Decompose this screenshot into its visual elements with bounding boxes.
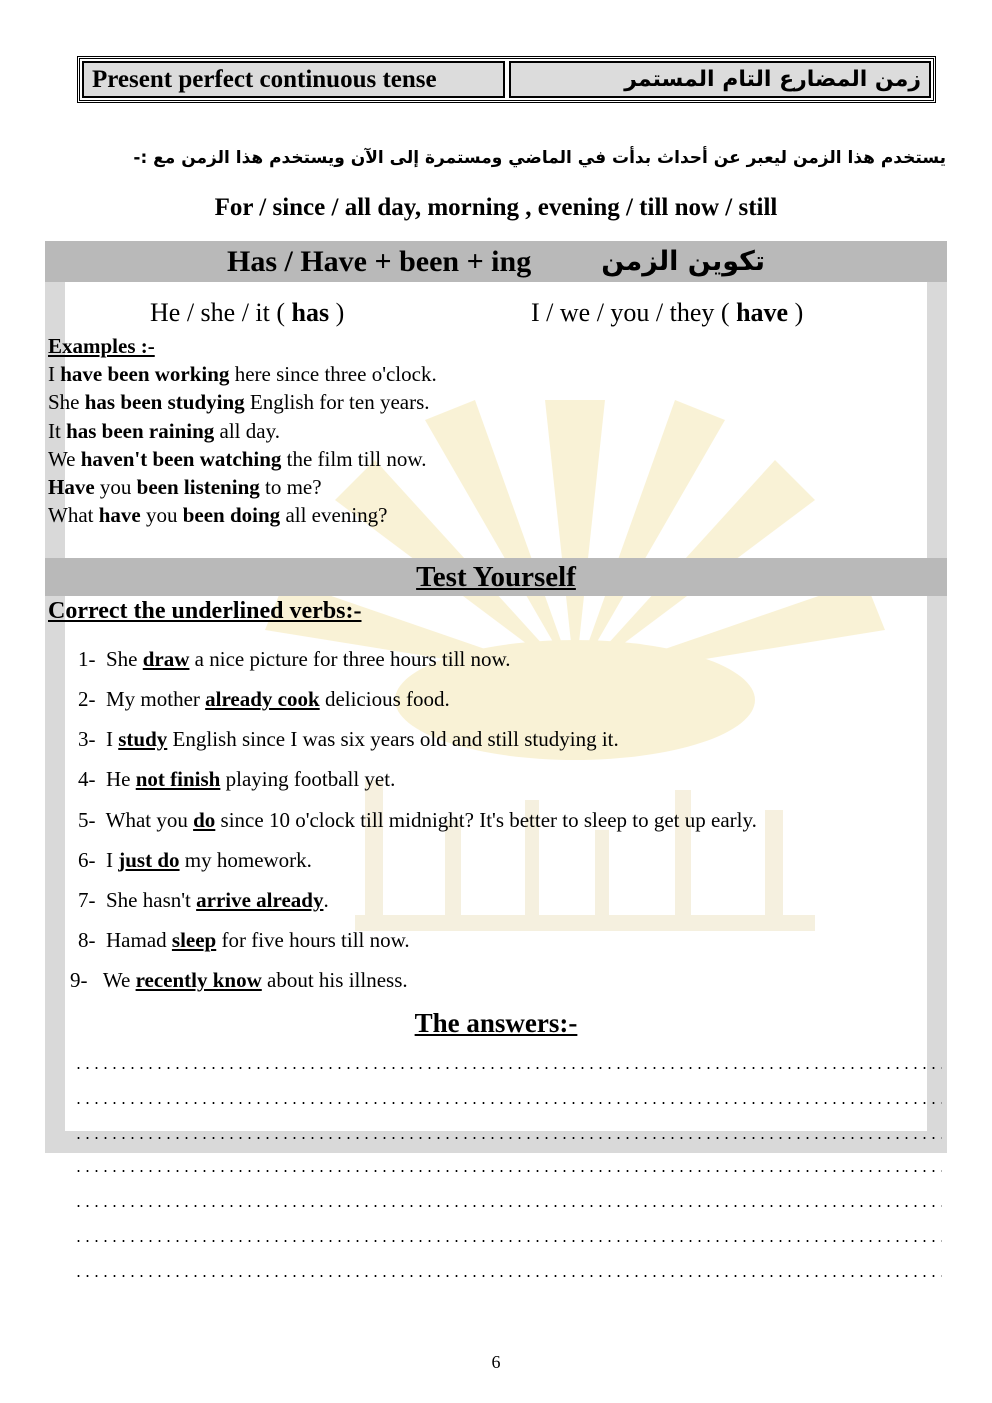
- answer-line[interactable]: [74, 1102, 942, 1104]
- singular-auxiliary: has: [291, 298, 330, 327]
- examples-title: Examples :-: [48, 334, 155, 358]
- question-item: 8- Hamad sleep for five hours till now.: [78, 928, 410, 952]
- question-item: 9- We recently know about his illness.: [70, 968, 408, 992]
- answer-line[interactable]: [74, 1240, 942, 1242]
- test-yourself-band: [45, 558, 947, 596]
- test-yourself-title: Test Yourself: [416, 561, 576, 593]
- page-number: 6: [491, 1352, 501, 1372]
- arabic-usage-text: يستخدم هذا الزمن ليعبر عن أحداث بدأت في الماضي ومستمرة إلى الآن ويستخدم هذا الزمن مع :-: [133, 148, 946, 168]
- example-line: I have been working here since three o'clock.: [48, 362, 437, 386]
- plural-auxiliary: have: [736, 298, 789, 327]
- answer-line[interactable]: [74, 1205, 942, 1207]
- example-line: Have you been listening to me?: [48, 475, 322, 499]
- question-item: 6- I just do my homework.: [78, 848, 312, 872]
- question-item: 7- She hasn't arrive already.: [78, 888, 329, 912]
- formula-band: [45, 241, 947, 282]
- plural-close: ): [788, 298, 804, 327]
- example-line: What have you been doing all evening?: [48, 503, 388, 527]
- singular-close: ): [329, 298, 345, 327]
- question-item: 4- He not finish playing football yet.: [78, 767, 396, 791]
- title-bar: [77, 56, 936, 103]
- time-keywords: For / since / all day, morning , evening / till now / still: [214, 194, 778, 221]
- pronouns-singular: [150, 298, 344, 328]
- answer-line[interactable]: [74, 1067, 942, 1069]
- plural-subjects: I / we / you / they (: [531, 298, 737, 327]
- singular-subjects: He / she / it (: [150, 298, 292, 327]
- panel-bottom-border: [45, 1131, 947, 1153]
- watermark-logo-icon: [245, 400, 905, 960]
- question-item: 1- She draw a nice picture for three hours till now.: [78, 647, 511, 671]
- pronouns-plural: [531, 298, 803, 328]
- answer-line[interactable]: [74, 1275, 942, 1277]
- question-item: 5- What you do since 10 o'clock till midnight? It's better to sleep to get up early.: [78, 808, 757, 832]
- example-line: It has been raining all day.: [48, 419, 280, 443]
- example-line: She has been studying English for ten years.: [48, 390, 430, 414]
- answer-line[interactable]: [74, 1170, 942, 1172]
- title-english: Present perfect continuous tense: [82, 61, 505, 98]
- formula-structure: Has / Have + been + ing: [226, 244, 532, 278]
- answer-line[interactable]: [74, 1137, 942, 1139]
- title-arabic: زمن المضارع التام المستمر: [509, 61, 932, 98]
- answers-title: The answers:-: [414, 1008, 578, 1038]
- question-item: 2- My mother already cook delicious food.: [78, 687, 450, 711]
- instruction-title: Correct the underlined verbs:-: [48, 598, 362, 624]
- formula-label-arabic: تكوين الزمن: [601, 246, 766, 277]
- example-line: We haven't been watching the film till now.: [48, 447, 427, 471]
- question-item: 3- I study English since I was six years old and still studying it.: [78, 727, 619, 751]
